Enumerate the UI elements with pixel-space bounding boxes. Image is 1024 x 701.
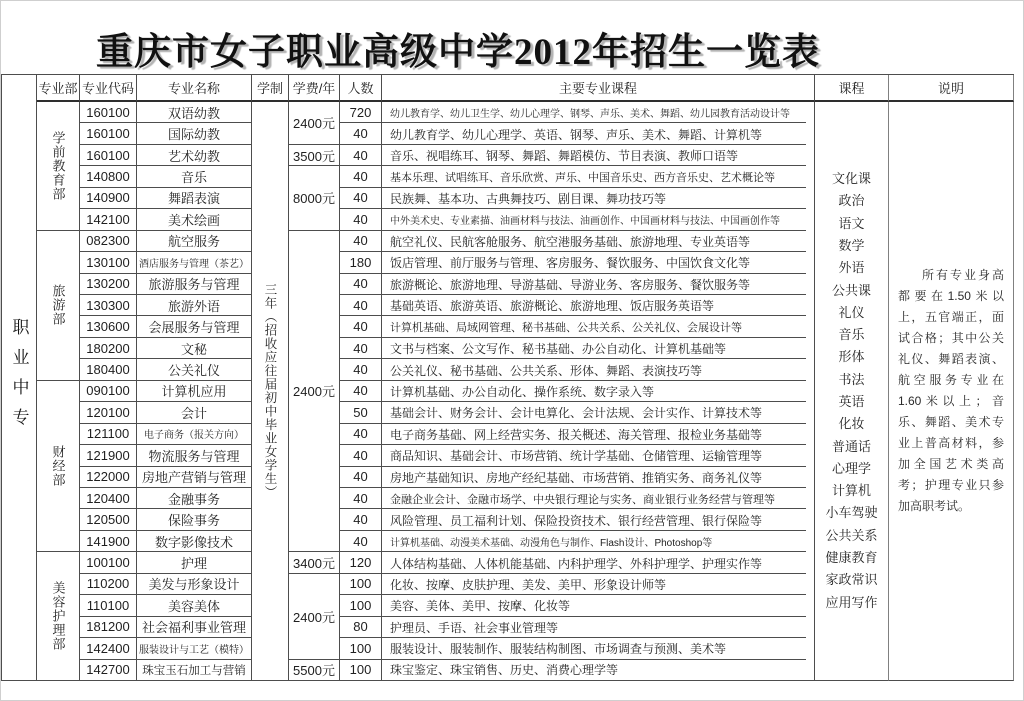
count-cell: 40 [340,316,382,337]
code-cell: 121100 [80,424,137,445]
code-cell: 160100 [80,102,137,123]
course-cell: 金融企业会计、金融市场学、中央银行理论与实务、商业银行业务经营与管理等 [382,488,815,509]
course-cell: 人体结构基础、人体机能基础、内科护理学、外科护理学、护理实作等 [382,552,815,573]
course-cell: 文书与档案、公文写作、秘书基础、办公自动化、计算机基础等 [382,338,815,359]
name-cell: 美容美体 [137,595,252,616]
course-cell: 护理员、手语、社会事业管理等 [382,617,815,638]
count-cell: 80 [340,617,382,638]
notes-cell [889,102,1014,681]
department-cell: 旅游部 [37,231,80,381]
name-cell: 旅游服务与管理 [137,274,252,295]
course-cell: 音乐、视唱练耳、钢琴、舞蹈、舞蹈模仿、节目表演、教师口语等 [382,145,815,166]
subject-item: 书法 [838,371,865,387]
name-cell: 保险事务 [137,509,252,530]
header-major-code: 专业代码 [80,75,137,102]
subject-item: 公共关系 [825,527,878,543]
code-cell: 142400 [80,638,137,659]
code-cell: 100100 [80,552,137,573]
header-enrollment-count: 人数 [340,75,382,102]
code-cell: 141900 [80,531,137,552]
subject-item: 公共课 [831,282,871,298]
name-cell: 旅游外语 [137,295,252,316]
name-cell: 护理 [137,552,252,573]
count-cell: 40 [340,338,382,359]
code-cell: 110100 [80,595,137,616]
fee-cell: 3500元 [289,145,340,166]
count-cell: 100 [340,660,382,681]
code-cell: 142100 [80,209,137,230]
subject-item: 英语 [838,394,865,409]
count-cell: 40 [340,509,382,530]
name-cell: 房地产营销与管理 [137,467,252,488]
header-subjects: 课程 [815,75,889,102]
subject-item: 计算机 [831,483,871,499]
count-cell: 40 [340,531,382,552]
name-cell: 公关礼仪 [137,359,252,380]
name-cell: 电子商务（报关方向） [137,424,252,445]
name-cell: 美术绘画 [137,209,252,230]
course-cell: 服装设计、服装制作、服装结构制图、市场调查与预测、美术等 [382,638,815,659]
count-cell: 40 [340,209,382,230]
department-cell: 财经部 [37,381,80,553]
enrollment-table [1,74,1014,681]
code-cell: 140800 [80,166,137,187]
count-cell: 40 [340,145,382,166]
code-cell: 180400 [80,359,137,380]
code-cell: 130200 [80,274,137,295]
fee-cell: 5500元 [289,660,340,681]
fee-cell: 2400元 [289,574,340,660]
count-cell: 40 [340,188,382,209]
code-cell: 130100 [80,252,137,273]
header-major-name: 专业名称 [137,75,252,102]
subject-item: 普通话 [831,438,871,454]
subjects-cell [815,102,889,681]
course-cell: 航空礼仪、民航客舱服务、航空港服务基础、旅游地理、专业英语等 [382,231,815,252]
name-cell: 会计 [137,402,252,423]
name-cell: 双语幼教 [137,102,252,123]
course-cell: 基础会计、财务会计、会计电算化、会计法规、会计实作、计算技术等 [382,402,815,423]
count-cell: 40 [340,424,382,445]
header-notes: 说明 [889,75,1014,102]
name-cell: 计算机应用 [137,381,252,402]
code-cell: 090100 [80,381,137,402]
count-cell: 40 [340,445,382,466]
name-cell: 社会福利事业管理 [137,617,252,638]
duration-cell: 三年︵招收应往届初中毕业女学生︶ [252,102,289,681]
code-cell: 122000 [80,467,137,488]
count-cell: 100 [340,595,382,616]
code-cell: 160100 [80,123,137,144]
header-tuition: 学费/年 [289,75,340,102]
header-main-courses: 主要专业课程 [382,75,815,102]
course-cell: 计算机基础、动漫美术基础、动漫角色与制作、Flash设计、Photoshop等 [382,531,815,552]
header-duration: 学制 [252,75,289,102]
fee-cell: 3400元 [289,552,340,573]
course-cell: 幼儿教育学、幼儿卫生学、幼儿心理学、钢琴、声乐、美术、舞蹈、幼儿园教育活动设计等 [382,102,815,123]
subject-item: 语文 [838,215,865,231]
name-cell: 美发与形象设计 [137,574,252,595]
count-cell: 40 [340,381,382,402]
count-cell: 40 [340,295,382,316]
name-cell: 航空服务 [137,231,252,252]
fee-cell: 8000元 [289,166,340,230]
name-cell: 物流服务与管理 [137,445,252,466]
course-cell: 幼儿教育学、幼儿心理学、英语、钢琴、声乐、美术、舞蹈、计算机等 [382,123,815,144]
name-cell: 酒店服务与管理（茶艺） [137,252,252,273]
code-cell: 120400 [80,488,137,509]
subject-item: 健康教育 [825,550,878,566]
code-cell: 120100 [80,402,137,423]
course-cell: 民族舞、基本功、古典舞技巧、剧目课、舞功技巧等 [382,188,815,209]
subject-item: 外语 [838,260,865,276]
department-cell: 学前教育部 [37,102,80,231]
course-cell: 基本乐理、试唱练耳、音乐欣赏、声乐、中国音乐史、西方音乐史、艺术概论等 [382,166,815,187]
subject-item: 小车驾驶 [825,505,878,521]
course-cell: 公关礼仪、秘书基础、公共关系、形体、舞蹈、表演技巧等 [382,359,815,380]
count-cell: 40 [340,231,382,252]
code-cell: 120500 [80,509,137,530]
count-cell: 40 [340,274,382,295]
code-cell: 130600 [80,316,137,337]
name-cell: 会展服务与管理 [137,316,252,337]
code-cell: 181200 [80,617,137,638]
count-cell: 720 [340,102,382,123]
code-cell: 160100 [80,145,137,166]
name-cell: 珠宝玉石加工与营销 [137,660,252,681]
notes-text: 所有专业身高都要在1.50米以上，五官端正，面试合格；其中公关礼仪、舞蹈表演、航空服务专业在1.60米以上；音乐、舞蹈、美术专业上普高材料，参加全国艺术类高考；护理专业只参加高职考试。 [898,268,1004,513]
page-title: 重庆市女子职业高级中学2012年招生一览表 [96,32,820,73]
count-cell: 40 [340,359,382,380]
subject-item: 音乐 [838,327,865,343]
subject-item: 礼仪 [838,304,865,320]
subject-item: 家政常识 [825,572,878,588]
name-cell: 艺术幼教 [137,145,252,166]
subject-item: 应用写作 [825,594,878,610]
course-cell: 风险管理、员工福利计划、保险投资技术、银行经营管理、银行保险等 [382,509,815,530]
code-cell: 121900 [80,445,137,466]
subject-item: 心理学 [831,460,871,476]
course-cell: 房地产基础知识、房地产经纪基础、市场营销、推销实务、商务礼仪等 [382,467,815,488]
course-cell: 化妆、按摩、皮肤护理、美发、美甲、形象设计师等 [382,574,815,595]
subject-item: 数学 [838,237,865,253]
course-cell: 珠宝鉴定、珠宝销售、历史、消费心理学等 [382,660,815,681]
name-cell: 数字影像技术 [137,531,252,552]
count-cell: 100 [340,638,382,659]
name-cell: 文秘 [137,338,252,359]
name-cell: 舞蹈表演 [137,188,252,209]
subject-item: 文化课 [831,171,871,187]
course-cell: 电子商务基础、网上经营实务、报关概述、海关管理、报检业务基础等 [382,424,815,445]
department-cell: 美容护理部 [37,552,80,681]
course-cell: 基础英语、旅游英语、旅游概论、旅游地理、饭店服务英语等 [382,295,815,316]
code-cell: 130300 [80,295,137,316]
side-label: 职业中专 [2,75,37,681]
code-cell: 142700 [80,660,137,681]
code-cell: 110200 [80,574,137,595]
course-cell: 旅游概论、旅游地理、导游基础、导游业务、客房服务、餐饮服务等 [382,274,815,295]
subject-item: 化妆 [838,416,865,432]
count-cell: 40 [340,488,382,509]
course-cell: 商品知识、基础会计、市场营销、统计学基础、仓储管理、运输管理等 [382,445,815,466]
name-cell: 金融事务 [137,488,252,509]
code-cell: 082300 [80,231,137,252]
count-cell: 40 [340,123,382,144]
count-cell: 100 [340,574,382,595]
course-cell: 计算机基础、局域网管理、秘书基础、公共关系、公关礼仪、会展设计等 [382,316,815,337]
count-cell: 40 [340,467,382,488]
fee-cell: 2400元 [289,102,340,145]
name-cell: 国际幼教 [137,123,252,144]
course-cell: 计算机基础、办公自动化、操作系统、数字录入等 [382,381,815,402]
course-cell: 美容、美体、美甲、按摩、化妆等 [382,595,815,616]
count-cell: 40 [340,166,382,187]
course-cell: 中外美术史、专业素描、油画材料与技法、油画创作、中国画材料与技法、中国画创作等 [382,209,815,230]
count-cell: 120 [340,552,382,573]
course-cell: 饭店管理、前厅服务与管理、客房服务、餐饮服务、中国饮食文化等 [382,252,815,273]
code-cell: 180200 [80,338,137,359]
fee-cell: 2400元 [289,231,340,553]
header-department: 专业部 [37,75,80,102]
name-cell: 音乐 [137,166,252,187]
code-cell: 140900 [80,188,137,209]
count-cell: 180 [340,252,382,273]
name-cell: 服装设计与工艺（模特） [137,638,252,659]
count-cell: 50 [340,402,382,423]
subject-item: 形体 [838,349,865,365]
subject-item: 政治 [838,193,865,209]
